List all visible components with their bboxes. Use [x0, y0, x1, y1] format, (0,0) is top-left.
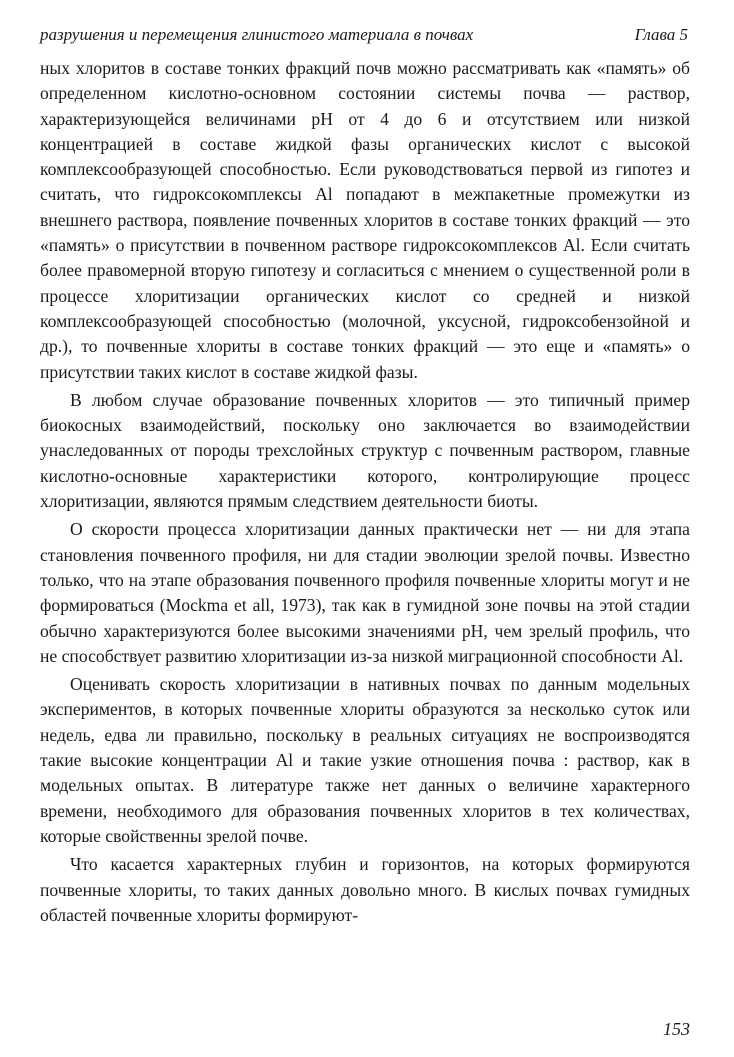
page-number: 153 [663, 1019, 690, 1039]
running-title: разрушения и перемещения глинистого материала в почвах [40, 25, 474, 44]
paragraph: Оценивать скорость хлоритизации в нативных почвах по данным модельных экспериментов, в которых почвенные хлориты образуются за несколько суток или недель, едва ли правильно, поскольку в реальных ситуациях не воспроизводятся такие высокие концентрации Al и такие узкие отношения почва : раствор, как в модельных опытах. В литературе также нет данных о величине характерного времени, необходимого для образования почвенных хлоритов в тех количествах, которые свойственны зрелой почве. [40, 674, 690, 846]
chapter-label: Глава 5 [634, 25, 688, 44]
running-head [40, 22, 690, 48]
book-page [40, 22, 690, 1042]
paragraph: В любом случае образование почвенных хлоритов — это типичный пример биокосных взаимодействий, поскольку оно заключается во взаимодействии унаследованных от породы трехслойных структур с почвенным раствором, главные кислотно-основные характеристики которого, контролирующие процесс хлоритизации, являются прямым следствием деятельности биоты. [40, 389, 690, 512]
body-text [40, 56, 690, 928]
paragraph: Что касается характерных глубин и горизонтов, на которых формируются почвенные хлориты, то таких данных довольно много. В кислых почвах гумидных областей почвенные хлориты формируют- [40, 854, 690, 925]
paragraph-continued: ных хлоритов в составе тонких фракций почв можно рассматривать как «память» об определенном кислотно-основном состоянии системы почва — раствор, характеризующейся величинами pH от 4 до 6 и отсутствием или низкой концентрацией в составе жидкой фазы органических кислот с высокой комплексообразующей способностью. Если руководствоваться первой из гипотез и считать, что гидроксокомплексы Al попадают в межпакетные промежутки из внешнего раствора, появление почвенных хлоритов в составе тонких фракций — это «память» о присутствии в почвенном растворе гидроксокомплексов Al. Если считать более правомерной вторую гипотезу и согласиться с мнением о существенной роли в процессе хлоритизации органических кислот со средней и низкой комплексообразующей способностью (молочной, уксусной, гидроксобензойной и др.), то почвенные хлориты в составе тонких фракций — это еще и «память» о присутствии таких кислот в составе жидкой фазы. [40, 58, 690, 382]
paragraph: О скорости процесса хлоритизации данных практически нет — ни для этапа становления почвенного профиля, ни для стадии эволюции зрелой почвы. Известно только, что на этапе образования почвенного профиля почвенные хлориты могут и не формироваться (Mockma et all, 1973), так как в гумидной зоне почвы на этой стадии обычно характеризуются более высокими значениями pH, чем зрелый профиль, что не способствует развитию хлоритизации из-за низкой миграционной способности Al. [40, 519, 690, 666]
